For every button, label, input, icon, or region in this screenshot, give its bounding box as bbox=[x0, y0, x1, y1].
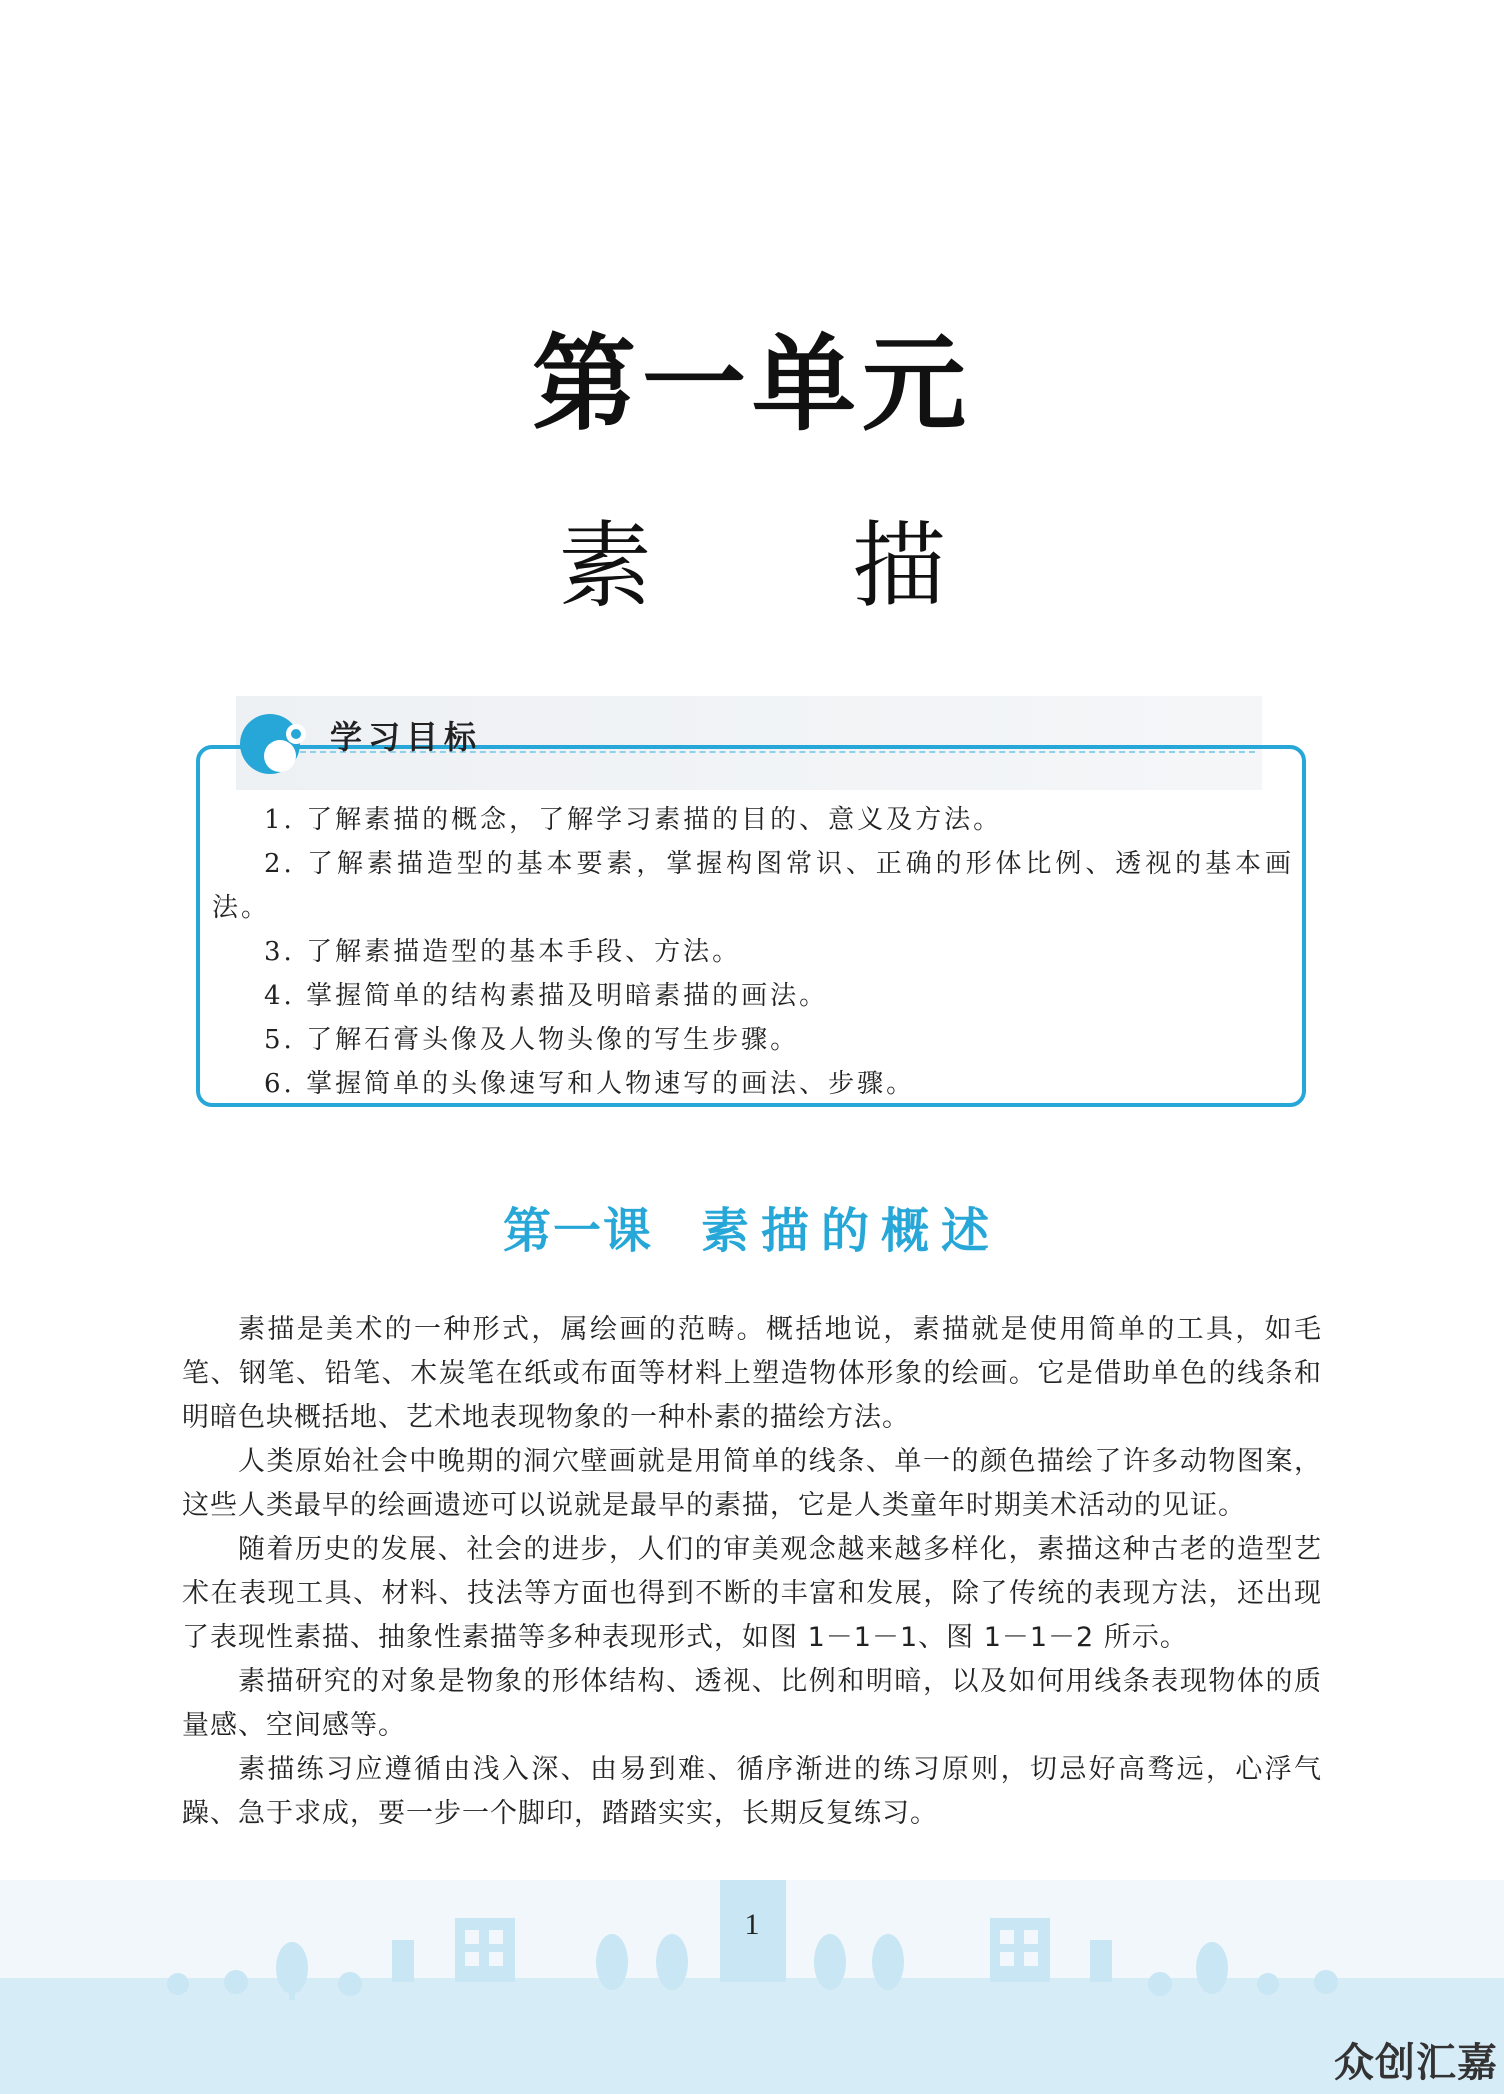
body-paragraph: 随着历史的发展、社会的进步，人们的审美观念越来越多样化，素描这种古老的造型艺术在表现工具、材料、技法等方面也得到不断的丰富和发展，除了传统的表现方法，还出现了表现性素描、抽象性素描等多种表现形式，如图 1－1－1、图 1－1－2 所示。 bbox=[182, 1534, 1322, 1653]
body-paragraph: 素描研究的对象是物象的形体结构、透视、比例和明暗，以及如何用线条表现物体的质量感、空间感等。 bbox=[182, 1666, 1322, 1741]
objectives-list bbox=[212, 798, 1294, 1106]
lesson-title bbox=[0, 1192, 1504, 1261]
body-paragraph: 素描练习应遵循由浅入深、由易到难、循序渐进的练习原则，切忌好高骛远，心浮气躁、急于求成，要一步一个脚印，踏踏实实，长期反复练习。 bbox=[182, 1754, 1322, 1829]
objective-item: 1. 了解素描的概念，了解学习素描的目的、意义及方法。 bbox=[264, 805, 1003, 835]
lesson-name: 素描的概述 bbox=[701, 1203, 1002, 1259]
body-paragraph: 人类原始社会中晚期的洞穴壁画就是用简单的线条、单一的颜色描绘了许多动物图案，这些人类最早的绘画遗迹可以说就是最早的素描，它是人类童年时期美术活动的见证。 bbox=[182, 1446, 1322, 1521]
objective-item: 2. 了解素描造型的基本要素，掌握构图常识、正确的形体比例、透视的基本画法。 bbox=[212, 849, 1294, 923]
objective-item: 4. 掌握简单的结构素描及明暗素描的画法。 bbox=[264, 981, 829, 1011]
page-number: 1 bbox=[744, 1908, 760, 1941]
objective-item: 6. 掌握简单的头像速写和人物速写的画法、步骤。 bbox=[264, 1069, 916, 1099]
lesson-body bbox=[182, 1308, 1322, 1836]
subject-char-1: 素 bbox=[558, 512, 653, 621]
lesson-number: 第一课 bbox=[502, 1203, 653, 1259]
subject-title bbox=[0, 490, 1504, 625]
objectives-heading: 学习目标 bbox=[330, 718, 483, 756]
unit-title: 第一单元 bbox=[531, 323, 972, 445]
objective-item: 5. 了解石膏头像及人物头像的写生步骤。 bbox=[264, 1025, 800, 1055]
objectives-circle-icon bbox=[236, 704, 316, 784]
objective-item: 3. 了解素描造型的基本手段、方法。 bbox=[264, 937, 742, 967]
body-paragraph: 素描是美术的一种形式，属绘画的范畴。概括地说，素描就是使用简单的工具，如毛笔、钢笔、铅笔、木炭笔在纸或布面等材料上塑造物体形象的绘画。它是借助单色的线条和明暗色块概括地、艺术地表现物象的一种朴素的描绘方法。 bbox=[182, 1314, 1322, 1433]
subject-char-2: 描 bbox=[852, 512, 947, 621]
watermark-logo: 众创汇嘉 bbox=[1334, 2040, 1498, 2086]
